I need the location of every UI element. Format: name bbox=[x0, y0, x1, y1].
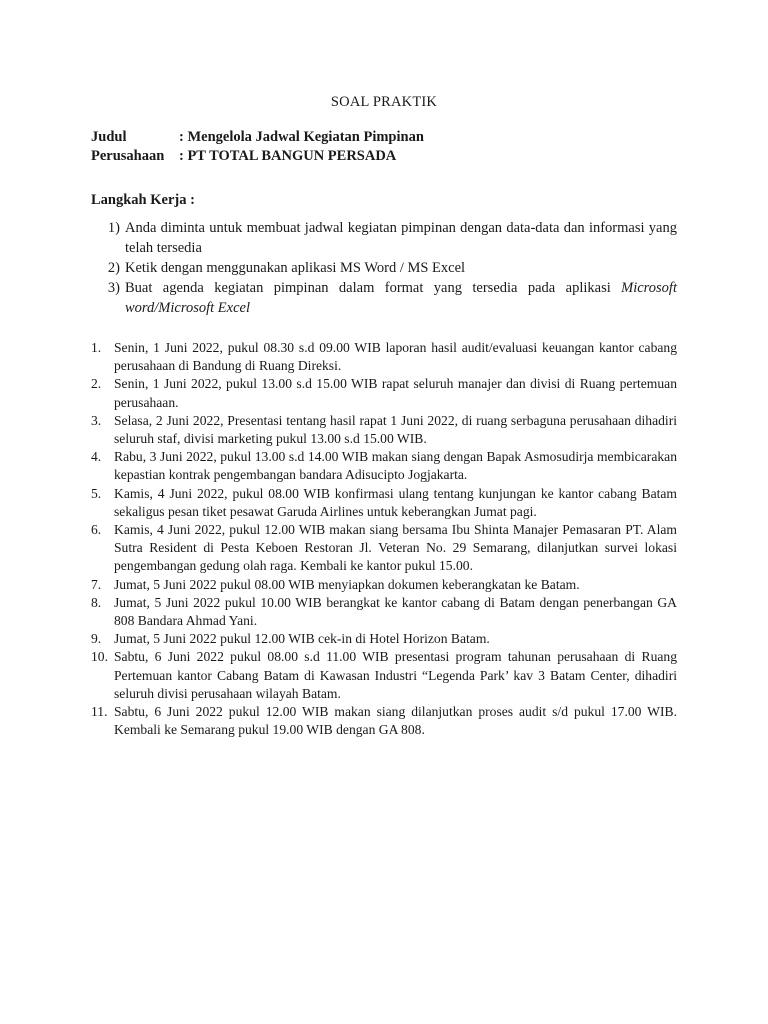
perusahaan-row bbox=[91, 147, 424, 166]
list-item bbox=[91, 412, 677, 448]
list-item-text: Kamis, 4 Juni 2022, pukul 12.00 WIB makan siang bersama Ibu Shinta Manajer Pemasaran PT. Alam Sutra Resident di Pesta Keboen Restoran Jl. Veteran No. 29 Semarang, dilanjutkan survei lokasi pengembangan gedung olah raga. Kembali ke kantor pukul 15.00. bbox=[114, 522, 677, 574]
step-text: Anda diminta untuk membuat jadwal kegiatan pimpinan dengan data-data dan informasi yang telah tersedia bbox=[125, 220, 677, 256]
list-item-text: Sabtu, 6 Juni 2022 pukul 08.00 s.d 11.00 WIB presentasi program tahunan perusahaan di Ruang Pertemuan kantor Cabang Batam di Kawasan Industri “Legenda Park’ kav 3 Batam Center, dihadiri seluruh divisi perusahaan wilayah Batam. bbox=[114, 649, 677, 701]
judul-label: Judul bbox=[91, 129, 127, 145]
list-item-number: 7. bbox=[91, 576, 102, 592]
list-item-number: 10. bbox=[91, 649, 108, 665]
list-item bbox=[91, 576, 677, 594]
list-item-number: 6. bbox=[91, 522, 102, 538]
list-item-text: Rabu, 3 Juni 2022, pukul 13.00 s.d 14.00 WIB makan siang dengan Bapak Asmosudirja membicarakan kepastian kontrak pengembangan bandara Adisucipto Jogjakarta. bbox=[114, 449, 677, 483]
list-item-number: 5. bbox=[91, 485, 102, 501]
list-item bbox=[91, 485, 677, 521]
step-number: 2) bbox=[107, 260, 120, 276]
list-item-number: 11. bbox=[91, 704, 108, 720]
list-item-text: Sabtu, 6 Juni 2022 pukul 12.00 WIB makan siang dilanjutkan proses audit s/d pukul 17.00 WIB. Kembali ke Semarang pukul 19.00 WIB dengan GA 808. bbox=[114, 704, 677, 738]
list-item-text: Jumat, 5 Juni 2022 pukul 08.00 WIB menyiapkan dokumen keberangkatan ke Batam. bbox=[114, 576, 580, 592]
step-item bbox=[91, 278, 677, 318]
list-item bbox=[91, 448, 677, 484]
list-item bbox=[91, 648, 677, 703]
step-text-plain: Buat agenda kegiatan pimpinan dalam format yang tersedia pada aplikasi bbox=[125, 280, 622, 296]
list-item bbox=[91, 521, 677, 576]
list-item-text: Jumat, 5 Juni 2022 pukul 12.00 WIB cek-in di Hotel Horizon Batam. bbox=[114, 631, 490, 647]
list-item-text: Senin, 1 Juni 2022, pukul 13.00 s.d 15.00 WIB rapat seluruh manajer dan divisi di Ruang pertemuan perusahaan. bbox=[114, 376, 677, 410]
step-text-italic: Microsoft word/Microsoft Excel bbox=[125, 280, 677, 316]
steps-list bbox=[91, 218, 677, 318]
step-text bbox=[125, 278, 677, 318]
list-item-text: Selasa, 2 Juni 2022, Presentasi tentang hasil rapat 1 Juni 2022, di ruang serbaguna perusahaan dihadiri seluruh staf, divisi marketing pukul 13.00 s.d 15.00 WIB. bbox=[114, 412, 677, 447]
list-item-number: 8. bbox=[91, 594, 102, 610]
list-item-number: 1. bbox=[91, 340, 102, 355]
meta-block bbox=[91, 128, 424, 166]
tasks-list bbox=[91, 339, 677, 739]
step-number: 1) bbox=[107, 220, 120, 236]
list-item-text: Senin, 1 Juni 2022, pukul 08.30 s.d 09.00 WIB laporan hasil audit/evaluasi keuangan kantor cabang perusahaan di Bandung di Ruang Direksi. bbox=[114, 340, 677, 374]
step-number: 3) bbox=[107, 280, 120, 296]
list-item bbox=[91, 339, 677, 375]
perusahaan-value: : PT TOTAL BANGUN PERSADA bbox=[179, 148, 397, 164]
perusahaan-label: Perusahaan bbox=[91, 148, 165, 164]
list-item-text: Jumat, 5 Juni 2022 pukul 10.00 WIB berangkat ke kantor cabang di Batam dengan penerbangan GA 808 Bandara Ahmad Yani. bbox=[114, 594, 677, 629]
step-item bbox=[91, 258, 677, 278]
list-item bbox=[91, 375, 677, 411]
list-item-text: Kamis, 4 Juni 2022, pukul 08.00 WIB konfirmasi ulang tentang kunjungan ke kantor cabang Batam sekaligus pesan tiket pesawat Garuda Airlines untuk keberangkan Jumat pagi. bbox=[114, 485, 677, 519]
list-item-number: 4. bbox=[91, 449, 102, 465]
list-item-number: 9. bbox=[91, 631, 102, 647]
list-item bbox=[91, 594, 677, 630]
judul-row bbox=[91, 128, 424, 147]
list-item bbox=[91, 630, 677, 648]
page-title: SOAL PRAKTIK bbox=[330, 94, 438, 110]
step-text: Ketik dengan menggunakan aplikasi MS Word / MS Excel bbox=[125, 260, 466, 276]
judul-value: : Mengelola Jadwal Kegiatan Pimpinan bbox=[179, 129, 424, 145]
step-item bbox=[91, 218, 677, 258]
list-item bbox=[91, 703, 677, 739]
list-item-number: 3. bbox=[91, 412, 102, 428]
list-item-number: 2. bbox=[91, 376, 102, 392]
langkah-kerja-heading: Langkah Kerja : bbox=[91, 192, 195, 208]
